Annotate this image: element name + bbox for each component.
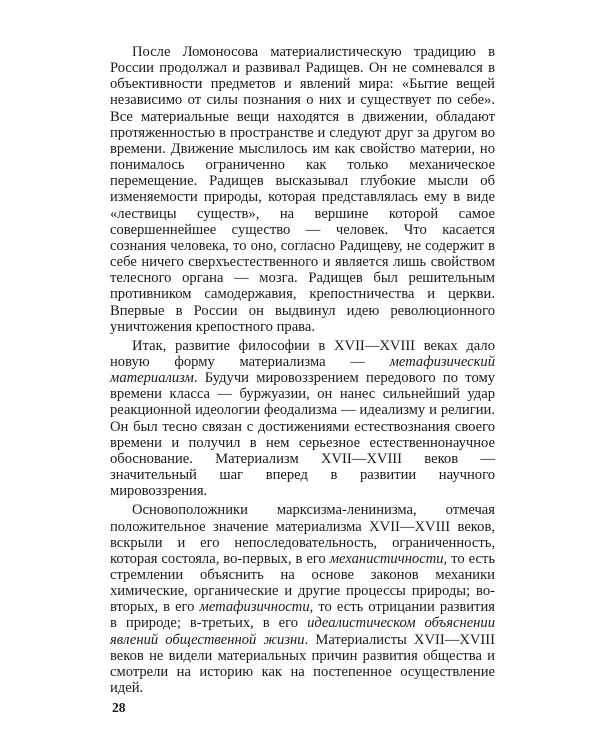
paragraph-text: . Материалисты XVII—XVIII веков не видели материальных причин развития общества и смотрели на историю как на постепенное осуществление идей. bbox=[110, 631, 495, 697]
paragraph-text: то есть стремлении объяснить на основе законов механики химические, органические и другие процессы природы; во-вторых, в его bbox=[110, 550, 495, 616]
paragraph-radishchev bbox=[110, 44, 495, 335]
paragraph-text: После Ломоносова материалистическую традицию в России продолжал и развивал Радищев. Он не сомневался в объективности предметов и явлений мира: «Бытие вещей независимо от силы познания о них и существует по себе». Все материальные вещи находятся в движении, обладают протяженностью в пространстве и следуют друг за другом во времени. Движение мыслилось им как свойство материи, но понималось ограниченно как только механическое перемещение. Радищев высказывал глубокие мысли об изменяемости природы, которая представлялась ему в виде «лествицы существ», на вершине которой самое совершеннейшее существо — человек. Что касается сознания человека, то оно, согласно Радищеву, не содержит в себе ничего сверхъестественного и является лишь свойством телесного органа — мозга. Радищев был решительным противником самодержавия, крепостничества и церкви. Впервые в России он выдвинул идею революционного уничтожения крепостного права. bbox=[110, 44, 495, 335]
emphasized-term: метафизичности bbox=[199, 599, 310, 616]
paragraph-text: . Будучи мировоззрением передового по тому времени класса — буржуазии, он нанес сильнейший удар реакционной идеологии феодализма — идеализму и религии. Он был тесно связан с достижениями естествознания своего времени и получил в нем серьезное естественнонаучное обоснование. Материализм XVII—XVIII веков — значительный шаг вперед в развитии научного мировоззрения. bbox=[110, 370, 495, 500]
emphasized-term: механистичности, bbox=[329, 550, 448, 567]
paragraph-text: Итак, развитие философии в XVII—XVIII веках дало новую форму материализма — bbox=[110, 337, 495, 370]
paragraph-text: , то есть отрицании развития в природе; в-третьих, в его bbox=[110, 599, 495, 632]
emphasized-term: идеалистическом объяснении явлений общественной жизни bbox=[110, 615, 496, 648]
emphasized-term: метафизический материализм bbox=[110, 353, 495, 387]
page-number: 28 bbox=[112, 700, 126, 715]
paragraph-marxism-critique bbox=[110, 502, 495, 696]
paragraph-metaphysical-materialism bbox=[110, 338, 495, 500]
book-page-body bbox=[110, 44, 495, 696]
paragraph-text: Основоположники марксизма-ленинизма, отмечая положительное значение материализма XVII—XVIII веков, вскрыли и его непоследовательность, ограниченность, которая состояла, во-первых, в его bbox=[110, 502, 495, 567]
